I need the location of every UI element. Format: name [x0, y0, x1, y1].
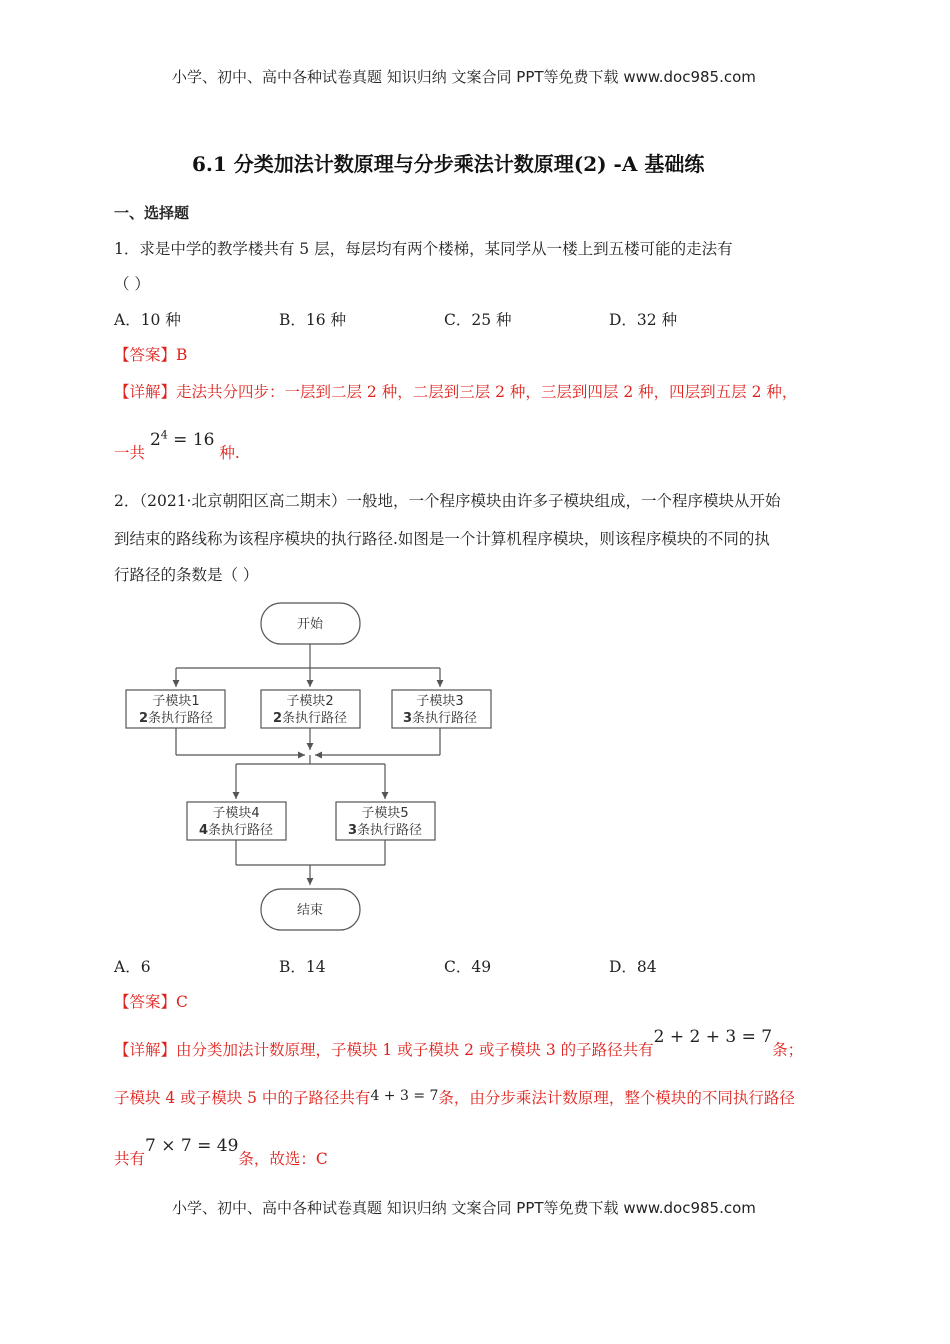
flow-module-1-count: 2	[138, 711, 149, 726]
flow-module-1-paths	[139, 710, 213, 726]
q2-detail-1-math: 2 + 2 + 3 = 7	[653, 1027, 773, 1047]
flow-module-3-suffix: 条执行路径	[412, 711, 478, 726]
q2-line-2: 到结束的路线称为该程序模块的执行路径.如图是一个计算机程序模块，则该程序模块的不同的执	[114, 530, 770, 548]
q1-option-c: C．25 种	[444, 311, 512, 329]
q2-detail-3-pre: 共有	[114, 1150, 146, 1168]
q2-option-b: B．14	[279, 958, 326, 976]
q2-option-a: A．6	[114, 958, 151, 976]
q2-detail-2-math: 4 + 3 = 7	[370, 1088, 439, 1104]
flow-module-1-suffix: 条执行路径	[148, 711, 214, 726]
page-footer: 小学、初中、高中各种试卷真题 知识归纳 文案合同 PPT等免费下载 www.doc985.com	[172, 1199, 756, 1217]
flow-module-4-name: 子模块4	[212, 806, 260, 821]
flow-module-1-name: 子模块1	[152, 694, 200, 709]
flow-module-4-count: 4	[198, 823, 209, 838]
q2-answer: 【答案】C	[114, 993, 188, 1011]
flow-module-2-count: 2	[272, 711, 283, 726]
flow-module-4-suffix: 条执行路径	[208, 823, 274, 838]
q2-detail-2	[114, 1086, 795, 1108]
flow-module-5-suffix: 条执行路径	[357, 823, 423, 838]
flow-start-label: 开始	[296, 617, 324, 632]
q1-answer: 【答案】B	[114, 346, 188, 364]
q2-detail-1	[114, 1027, 804, 1060]
q1-option-d: D．32 种	[609, 311, 678, 329]
q2-line-1: 2．（2021·北京朝阳区高二期末）一般地，一个程序模块由许多子模块组成，一个程序模块从开始	[114, 492, 781, 510]
q2-detail-2-post: 条，由分步乘法计数原理，整个模块的不同执行路径	[438, 1089, 795, 1107]
q2-detail-2-pre: 子模块 4 或子模块 5 中的子路径共有	[114, 1089, 371, 1107]
page-title: 6.1 分类加法计数原理与分步乘法计数原理(2) -A 基础练	[192, 152, 705, 176]
flow-module-3-paths	[403, 710, 477, 726]
flow-module-4-paths	[199, 822, 273, 838]
q1-detail-2-pre: 一共	[114, 444, 146, 462]
flow-module-3-count: 3	[402, 711, 413, 726]
flow-module-2-name: 子模块2	[286, 694, 334, 709]
q2-detail-1-pre: 【详解】由分类加法计数原理，子模块 1 或子模块 2 或子模块 3 的子路径共有	[114, 1041, 654, 1059]
q2-detail-1-post: 条；	[772, 1041, 804, 1059]
flow-end-label: 结束	[296, 903, 324, 918]
flow-module-3-name: 子模块3	[416, 694, 464, 709]
page-header: 小学、初中、高中各种试卷真题 知识归纳 文案合同 PPT等免费下载 www.doc985.com	[172, 68, 756, 86]
q2-option-c: C．49	[444, 958, 492, 976]
flow-module-5-count: 3	[347, 823, 358, 838]
q1-detail: 【详解】走法共分四步：一层到二层 2 种，二层到三层 2 种，三层到四层 2 种，四层到五层 2 种，	[114, 383, 798, 401]
q1-math-rest: = 16	[167, 430, 215, 450]
flow-module-2-paths	[273, 710, 347, 726]
q1-math-base: 2	[149, 430, 161, 450]
q2-detail-3-post: 条，故选：C	[238, 1150, 328, 1168]
flow-module-2-suffix: 条执行路径	[282, 711, 348, 726]
q1-stem: 1．求是中学的教学楼共有 5 层，每层均有两个楼梯，某同学从一楼上到五楼可能的走法有	[114, 240, 733, 258]
q1-paren: （ ）	[114, 275, 150, 293]
flow-module-5-paths	[348, 822, 422, 838]
flow-module-5-name: 子模块5	[361, 806, 409, 821]
section-heading: 一、选择题	[114, 204, 190, 222]
q2-detail-3-math: 7 × 7 = 49	[145, 1136, 239, 1156]
q1-option-a: A．10 种	[114, 311, 181, 329]
q2-option-d: D．84	[609, 958, 657, 976]
q1-math-exp: 4	[160, 428, 168, 442]
q1-option-b: B．16 种	[279, 311, 347, 329]
q1-detail-2-post: 种.	[219, 444, 240, 462]
q2-line-3: 行路径的条数是（ ）	[114, 566, 259, 584]
q2-detail-3	[114, 1136, 328, 1169]
